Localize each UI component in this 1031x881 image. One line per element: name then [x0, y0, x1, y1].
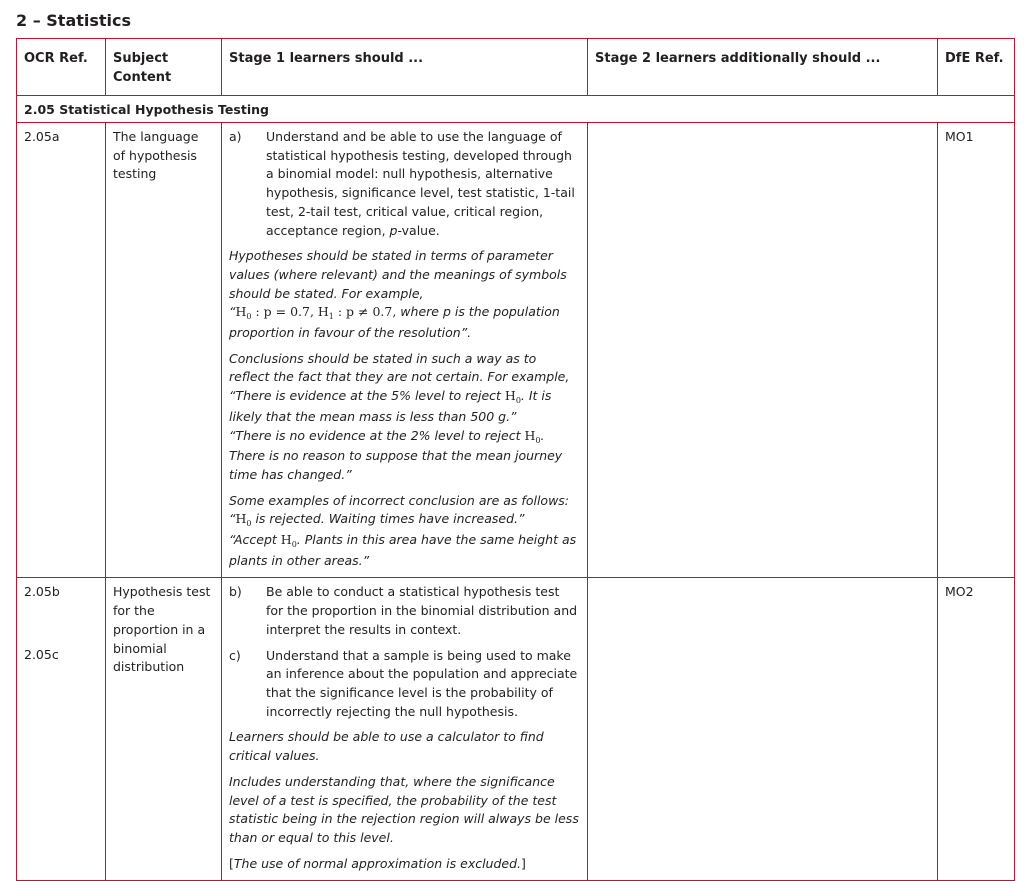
header-row — [17, 39, 1015, 96]
guidance-note: Includes understanding that, where the significance level of a test is specified, the probability of the test statistic being in the rejection region will always be less than or equal to this level. — [229, 773, 579, 845]
section-title: 2.05 Statistical Hypothesis Testing — [17, 96, 1015, 123]
stage-2-cell — [588, 123, 938, 578]
guidance-note: Hypotheses should be stated in terms of parameter values (where relevant) and the meanings of symbols should be stated. For example, “$H_0$ : p = 0.7, $H_1$ : p ≠ 0.7, where p is the population proportion in favour of the resolution”. — [229, 248, 567, 341]
section-row — [17, 96, 1015, 123]
item-text: Be able to conduct a statistical hypothesis test for the proportion in the binomial distribution and interpret the results in context. — [266, 584, 578, 637]
list-item — [229, 583, 580, 639]
dfe-ref-cell: MO1 — [938, 123, 1015, 578]
guidance-note: Conclusions should be stated in such a way as to reflect the fact that they are not certain. For example, “There is evidence at the 5% level to reject $H_0$. It is likely that the mean mass is less than 500 g.” “There is no evidence at the 2% level to reject $H_0$. There is no reason to suppose that the mean journey time has changed.” — [229, 350, 570, 482]
stage-1-cell — [222, 578, 588, 881]
ocr-ref: 2.05c — [24, 647, 59, 663]
guidance-note: [The use of normal approximation is excluded.] — [229, 855, 526, 871]
guidance-note: Learners should be able to use a calculator to find critical values. — [229, 729, 544, 764]
table-row — [17, 578, 1015, 881]
subject-content-cell: The language of hypothesis testing — [106, 123, 222, 578]
header-stage-1: Stage 1 learners should ... — [222, 39, 588, 96]
item-letter: b) — [229, 584, 242, 600]
item-letter: c) — [229, 647, 241, 663]
list-item — [229, 647, 580, 722]
item-text: Understand and be able to use the language of statistical hypothesis testing, developed through a binomial model: null hypothesis, alternative hypothesis, significance level, test statistic, 1-tail test, 2-tail test, critical value, critical region, acceptance region, p-value. — [266, 129, 575, 238]
guidance-note: Some examples of incorrect conclusion are as follows: “$H_0$ is rejected. Waiting times have increased.” “Accept $H_0$. Plants in this area have the same height as plants in other areas.” — [229, 492, 577, 568]
subject-content-cell: Hypothesis test for the proportion in a binomial distribution — [106, 578, 222, 881]
stage-1-cell — [222, 123, 588, 578]
specification-table — [16, 38, 1015, 881]
ocr-ref: 2.05a — [24, 129, 60, 144]
stage-2-cell — [588, 578, 938, 881]
header-dfe-ref: DfE Ref. — [938, 39, 1015, 96]
page-title: 2 – Statistics — [16, 11, 132, 30]
ocr-ref: 2.05b — [24, 584, 60, 600]
header-stage-2: Stage 2 learners additionally should ... — [588, 39, 938, 96]
item-letter: a) — [229, 129, 242, 144]
table-row — [17, 123, 1015, 578]
ocr-ref-cell — [17, 123, 106, 578]
item-text: Understand that a sample is being used to make an inference about the population and appreciate that the significance level is the probability of incorrectly rejecting the null hypothesis. — [266, 647, 578, 719]
ocr-ref-cell — [17, 578, 106, 881]
header-subject-content: Subject Content — [106, 39, 222, 96]
dfe-ref-cell: MO2 — [938, 578, 1015, 881]
header-ocr-ref: OCR Ref. — [17, 39, 106, 96]
list-item — [229, 128, 580, 240]
